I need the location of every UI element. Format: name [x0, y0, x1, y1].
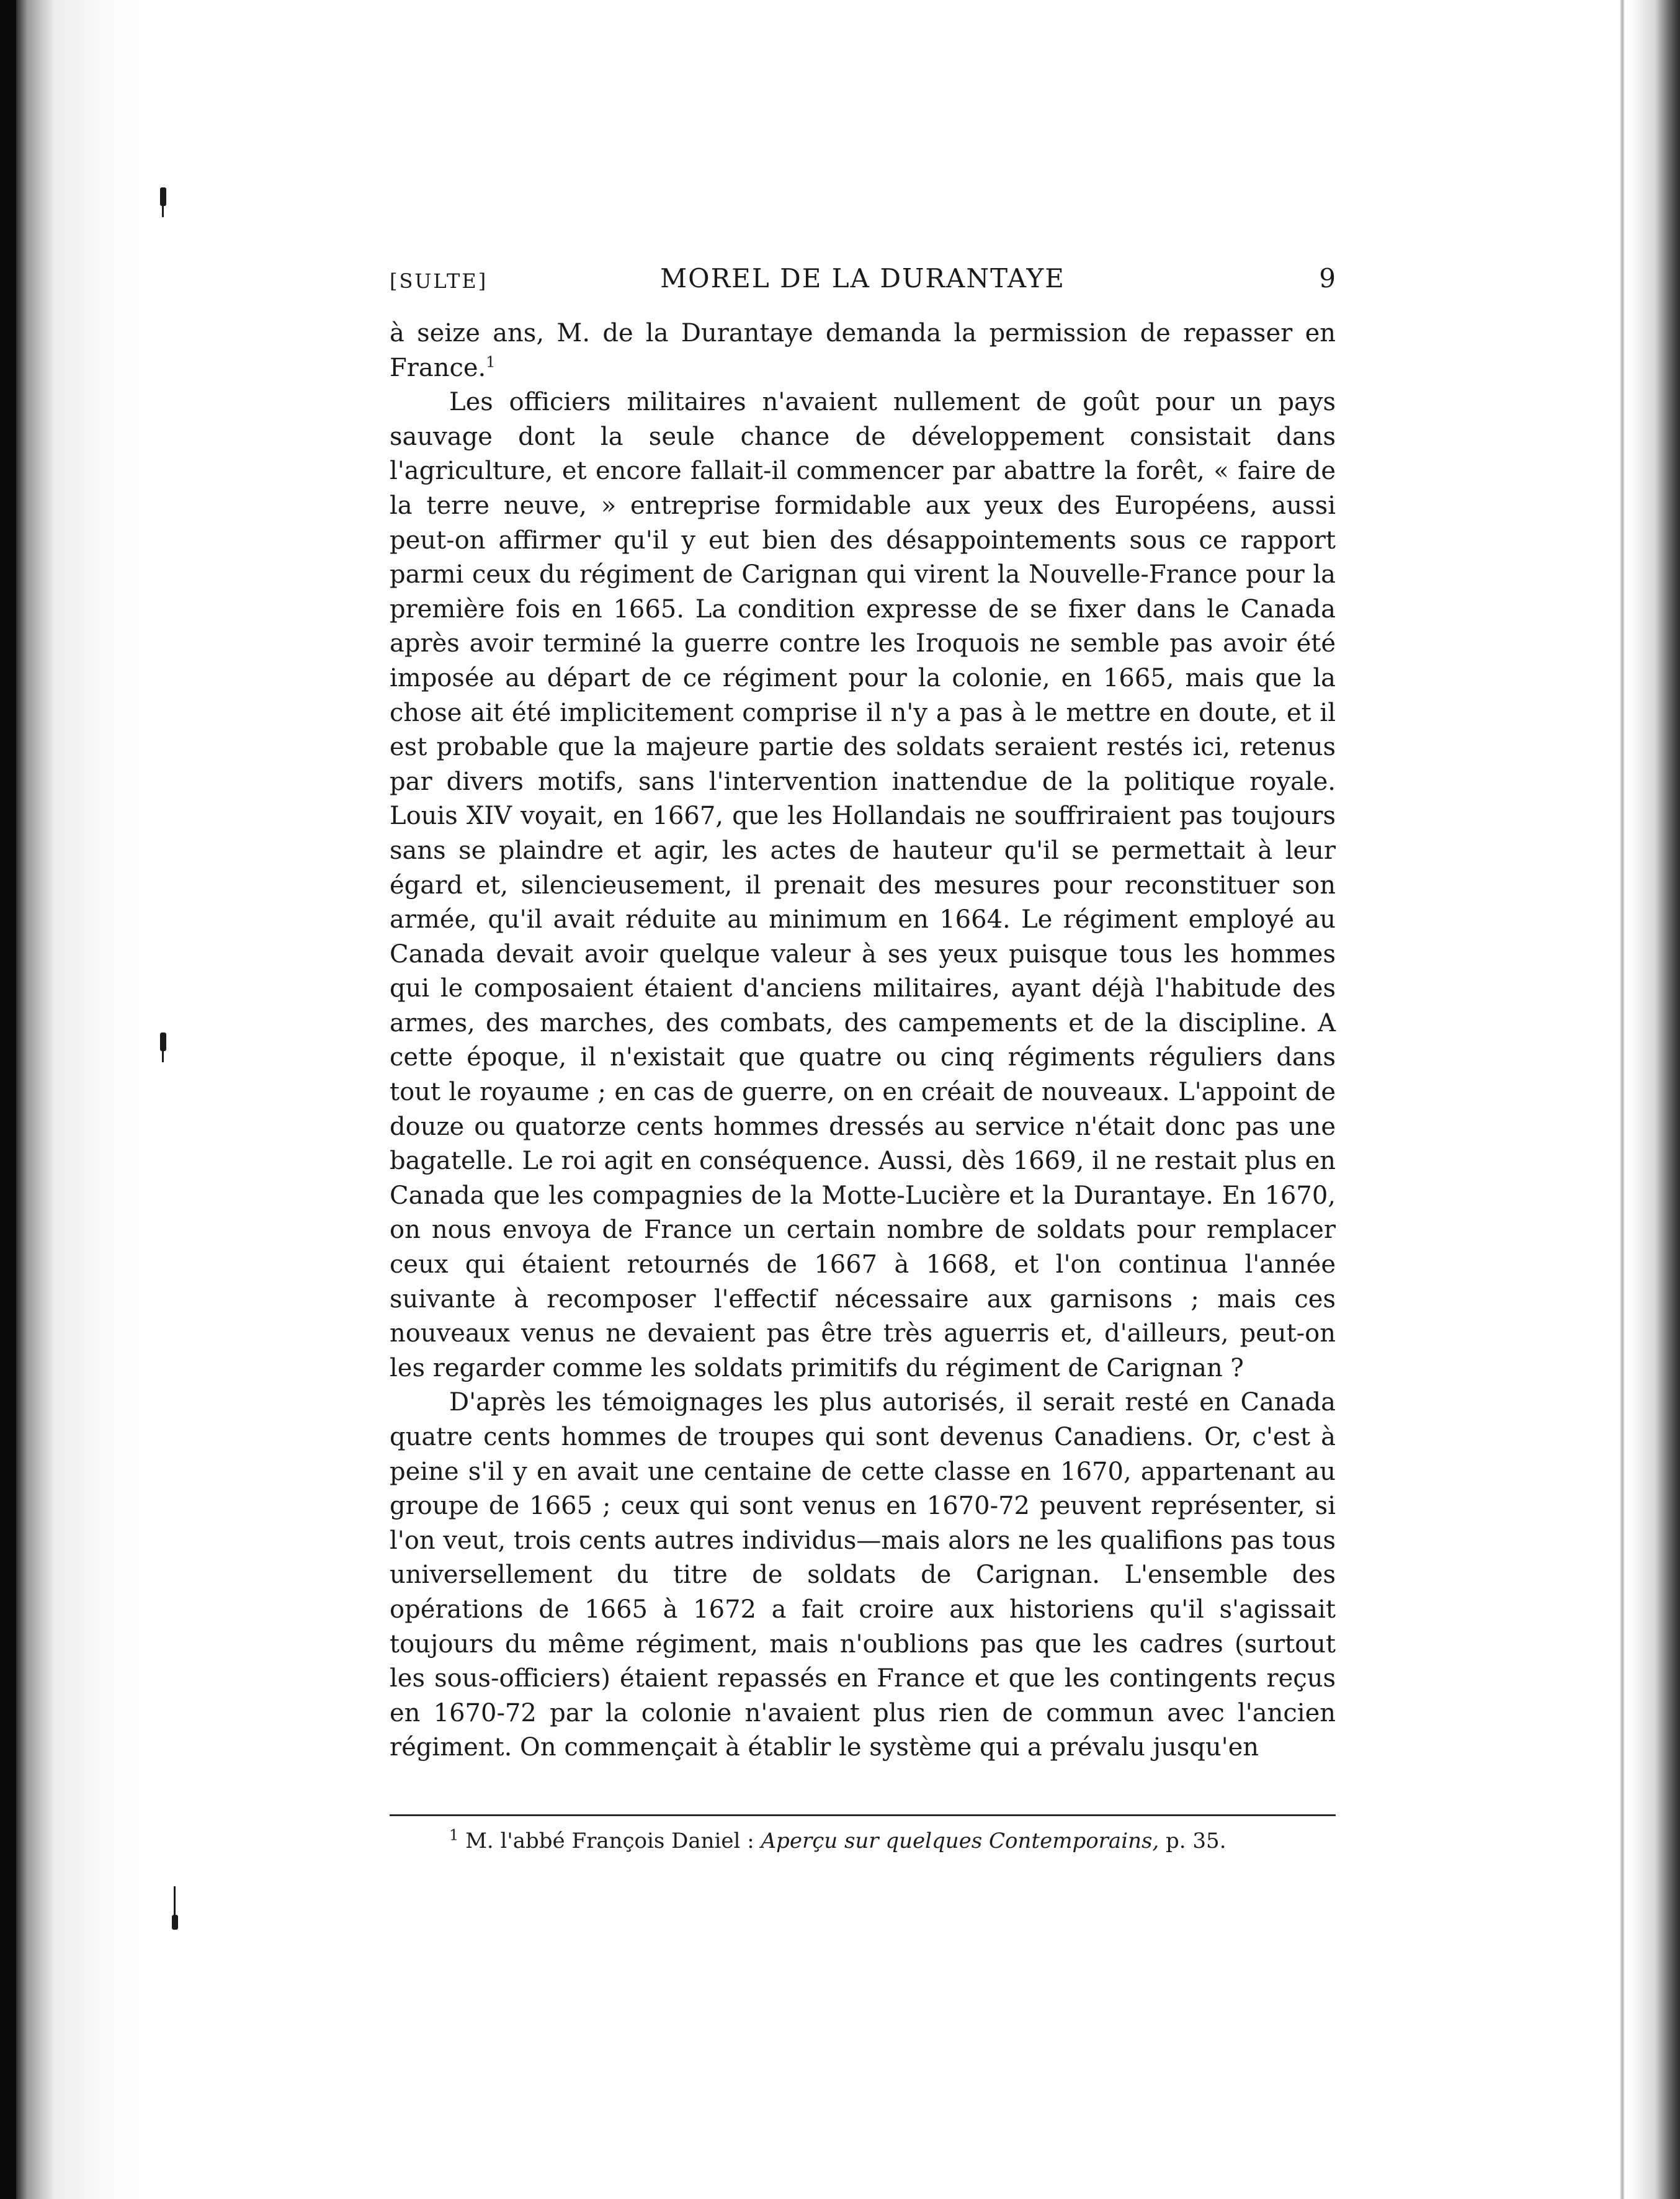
- footnote-marker: 1: [449, 1826, 459, 1844]
- paragraph-2: Les officiers militaires n'avaient nullement de goût pour un pays sauvage dont la seule chance de développement consistait dans l'agriculture, et encore fallait-il commencer par abattre la forêt, « faire de la terre neuve, » entreprise formidable aux yeux des Européens, aussi peut-on affirmer qu'il y eut bien des désappointements sous ce rapport parmi ceux du régiment de Carignan qui virent la Nouvelle-France pour la première fois en 1665. La condition expresse de se fixer dans le Canada après avoir terminé la guerre contre les Iroquois ne semble pas avoir été imposée au départ de ce régiment pour la colonie, en 1665, mais que la chose ait été implicitement comprise il n'y a pas à le mettre en doute, et il est probable que la majeure partie des soldats seraient restés ici, retenus par divers motifs, sans l'intervention inattendue de la politique royale. Louis XIV voyait, en 1667, que les Hollandais ne souffriraient pas toujours sans se plaindre et agir, les actes de hauteur qu'il se permettait à leur égard et, silencieusement, il prenait des mesures pour reconstituer son armée, qu'il avait réduite au minimum en 1664. Le régiment employé au Canada devait avoir quelque valeur à ses yeux puisque tous les hommes qui le composaient étaient d'anciens militaires, ayant déjà l'habitude des armes, des marches, des combats, des campements et de la discipline. A cette époque, il n'existait que quatre ou cinq régiments réguliers dans tout le royaume ; en cas de guerre, on en créait de nouveaux. L'appoint de douze ou quatorze cents hommes dressés au service n'était donc pas une bagatelle. Le roi agit en conséquence. Aussi, dès 1669, il ne restait plus en Canada que les compagnies de la Motte-Lucière et la Durantaye. En 1670, on nous envoya de France un certain nombre de soldats pour remplacer ceux qui étaient retournés de 1667 à 1668, et l'on continua l'année suivante à recomposer l'effectif nécessaire aux garnisons ; mais ces nouveaux venus ne devaient pas être très aguerris et, d'ailleurs, peut-on les regarder comme les soldats primitifs du régiment de Carignan ?: [390, 388, 1336, 1382]
- scan-right-border: [1630, 0, 1680, 2199]
- footnote-book-title: Aperçu sur quelques Contemporains,: [761, 1829, 1159, 1853]
- footnote-reference: 1: [486, 353, 496, 371]
- paragraph-continuation: [390, 316, 1336, 385]
- page-right-edge: [1620, 0, 1624, 2199]
- footnote-author: M. l'abbé François Daniel :: [465, 1829, 754, 1853]
- page-number: 9: [1319, 263, 1336, 293]
- paragraph-3: D'après les témoignages les plus autorisés, il serait resté en Canada quatre cents hommes de troupes qui sont devenus Canadiens. Or, c'est à peine s'il y en avait une centaine de cette classe en 1670, appartenant au groupe de 1665 ; ceux qui sont venus en 1670-72 peuvent représenter, si l'on veut, trois cents autres individus—mais alors ne les qualifions pas tous universellement du titre de soldats de Carignan. L'ensemble des opérations de 1665 à 1672 a fait croire aux historiens qu'il s'agissait toujours du même régiment, mais n'oublions pas que les cadres (surtout les sous-officiers) étaient repassés en France et que les contingents reçus en 1670-72 par la colonie n'avaient plus rien de commun avec l'ancien régiment. On commençait à établir le système qui a prévalu jusqu'en: [390, 1388, 1336, 1762]
- header-author: [SULTE]: [390, 269, 488, 293]
- main-text: [390, 316, 1336, 1765]
- footnote-page-ref: p. 35.: [1166, 1829, 1226, 1853]
- scan-left-border: [0, 0, 16, 2199]
- binding-mark-middle: [160, 1032, 166, 1051]
- running-header: [390, 261, 1336, 298]
- binding-mark-top-tail: [162, 205, 164, 217]
- footnote: [390, 1827, 1336, 1855]
- binding-mark-top: [160, 187, 166, 206]
- footnote-divider: [390, 1814, 1336, 1816]
- header-title: MOREL DE LA DURANTAYE: [660, 263, 1065, 293]
- binding-mark-bottom: [172, 1915, 178, 1930]
- paragraph-1-text: à seize ans, M. de la Durantaye demanda la permission de repasser en France.: [390, 319, 1336, 382]
- page-gutter-shadow: [16, 0, 168, 2199]
- binding-mark-middle-tail: [162, 1050, 164, 1062]
